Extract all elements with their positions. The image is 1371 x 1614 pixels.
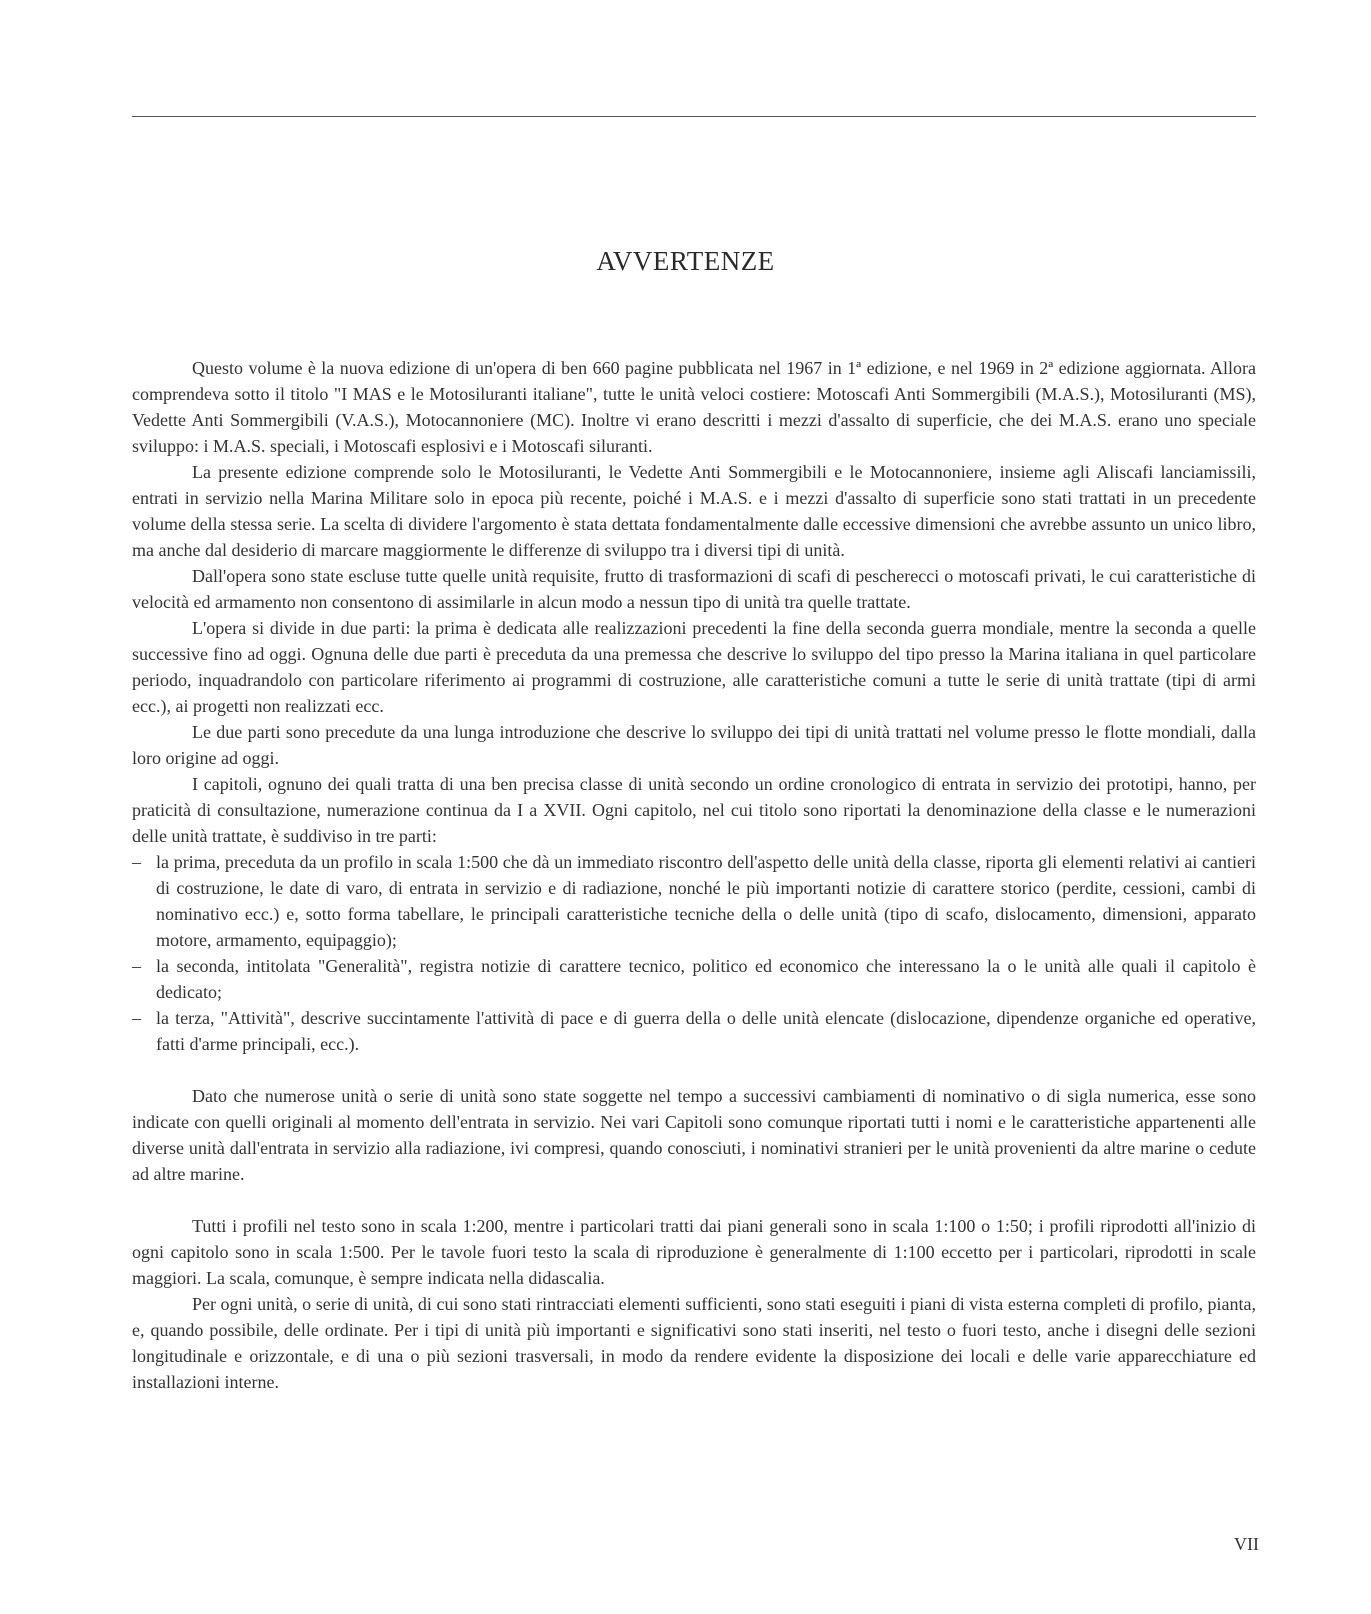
paragraph-exclusions: Dall'opera sono state escluse tutte quelle unità requisite, frutto di trasformazioni di scafi di pescherecci o motoscafi privati, le cui caratteristiche di velocità ed armamento non consentono di assimilarle in alcun modo a nessun tipo di unità tra quelle trattate. (132, 566, 1256, 612)
paragraph-naming: Dato che numerose unità o serie di unità sono state soggette nel tempo a successivi cambiamenti di nominativo o di sigla numerica, esse sono indicate con quelli originali al momento dell'entrata in servizio. Nei vari Capitoli sono comunque riportati tutti i nomi e le caratteristiche appartenenti alle diverse unità dall'entrata in servizio alla radiazione, ivi compresi, quando conosciuti, i nominativi stranieri per le unità provenienti da altre marine o cedute ad altre marine. (132, 1086, 1256, 1184)
list-item (132, 953, 1256, 1005)
paragraph-chapters: I capitoli, ognuno dei quali tratta di una ben precisa classe di unità secondo un ordine cronologico di entrata in servizio dei prototipi, hanno, per praticità di consultazione, numerazione continua da I a XVII. Ogni capitolo, nel cui titolo sono riportati la denominazione della classe e le numerazioni delle unità trattate, è suddiviso in tre parti: (132, 774, 1256, 846)
list-dash: – (132, 956, 141, 976)
list-item (132, 1005, 1256, 1057)
list-dash: – (132, 852, 141, 872)
paragraph-scales: Tutti i profili nel testo sono in scala 1:200, mentre i particolari tratti dai piani generali sono in scala 1:100 o 1:50; i profili riprodotti all'inizio di ogni capitolo sono in scala 1:500. Per le tavole fuori testo la scala di riproduzione è generalmente di 1:100 eccetto per i particolari, riprodotti in scale maggiori. La scala, comunque, è sempre indicata nella didascalia. (132, 1216, 1256, 1288)
body-text (132, 355, 1256, 1395)
page-title: AVVERTENZE (596, 246, 775, 276)
paragraph-edition-history: Questo volume è la nuova edizione di un'opera di ben 660 pagine pubblicata nel 1967 in 1ª edizione, e nel 1969 in 2ª edizione aggiornata. Allora comprendeva sotto il titolo "I MAS e le Motosiluranti italiane", tutte le unità veloci costiere: Motoscafi Anti Sommergibili (M.A.S.), Motosiluranti (MS), Vedette Anti Sommergibili (V.A.S.), Motocannoniere (MC). Inoltre vi erano descritti i mezzi d'assalto di superficie, che dei M.A.S. erano uno speciale sviluppo: i M.A.S. speciali, i Motoscafi esplosivi e i Motoscafi siluranti. (132, 358, 1256, 456)
page-number: VII (1234, 1534, 1259, 1554)
paragraph-drawings: Per ogni unità, o serie di unità, di cui sono stati rintracciati elementi sufficienti, sono stati eseguiti i piani di vista esterna completi di profilo, pianta, e, quando possibile, delle ordinate. Per i tipi di unità più importanti e significativi sono stati inseriti, nel testo o fuori testo, anche i disegni delle sezioni longitudinale e orizzontale, e di una o più sezioni trasversali, in modo da rendere evidente la disposizione dei locali e delle varie apparecchiature ed installazioni interne. (132, 1294, 1256, 1392)
paragraph-introduction: Le due parti sono precedute da una lunga introduzione che descrive lo sviluppo dei tipi di unità trattati nel volume presso le flotte mondiali, dalla loro origine ad oggi. (132, 722, 1256, 768)
chapter-parts-list (132, 849, 1256, 1057)
list-item-text: la terza, "Attività", descrive succintamente l'attività di pace e di guerra della o delle unità elencate (dislocazione, dipendenze organiche ed operative, fatti d'arme principali, ecc.). (156, 1008, 1256, 1054)
paragraph-structure: L'opera si divide in due parti: la prima è dedicata alle realizzazioni precedenti la fine della seconda guerra mondiale, mentre la seconda a quelle successive fino ad oggi. Ognuna delle due parti è preceduta da una premessa che descrive lo sviluppo del tipo presso la Marina italiana in quel particolare periodo, inquadrandolo con particolare riferimento ai programmi di costruzione, alle caratteristiche comuni a tutte le serie di unità trattate (tipi di armi ecc.), ai progetti non realizzati ecc. (132, 618, 1256, 716)
header-rule (132, 116, 1256, 117)
list-dash: – (132, 1008, 141, 1028)
list-item-text: la prima, preceduta da un profilo in scala 1:500 che dà un immediato riscontro dell'aspetto delle unità della classe, riporta gli elementi relativi ai cantieri di costruzione, le date di varo, di entrata in servizio e di radiazione, nonché le più importanti notizie di carattere storico (perdite, cessioni, cambi di nominativo ecc.) e, sotto forma tabellare, le principali caratteristiche tecniche della o delle unità (tipo di scafo, dislocamento, dimensioni, apparato motore, armamento, equipaggio); (156, 852, 1256, 950)
list-item (132, 849, 1256, 953)
paragraph-present-edition: La presente edizione comprende solo le Motosiluranti, le Vedette Anti Sommergibili e le Motocannoniere, insieme agli Aliscafi lanciamissili, entrati in servizio nella Marina Militare solo in epoca più recente, poiché i M.A.S. e i mezzi d'assalto di superficie sono stati trattati in un precedente volume della stessa serie. La scelta di dividere l'argomento è stata dettata fondamentalmente dalle eccessive dimensioni che avrebbe assunto un unico libro, ma anche dal desiderio di marcare maggiormente le differenze di sviluppo tra i diversi tipi di unità. (132, 462, 1256, 560)
list-item-text: la seconda, intitolata "Generalità", registra notizie di carattere tecnico, politico ed economico che interessano la o le unità alle quali il capitolo è dedicato; (156, 956, 1256, 1002)
